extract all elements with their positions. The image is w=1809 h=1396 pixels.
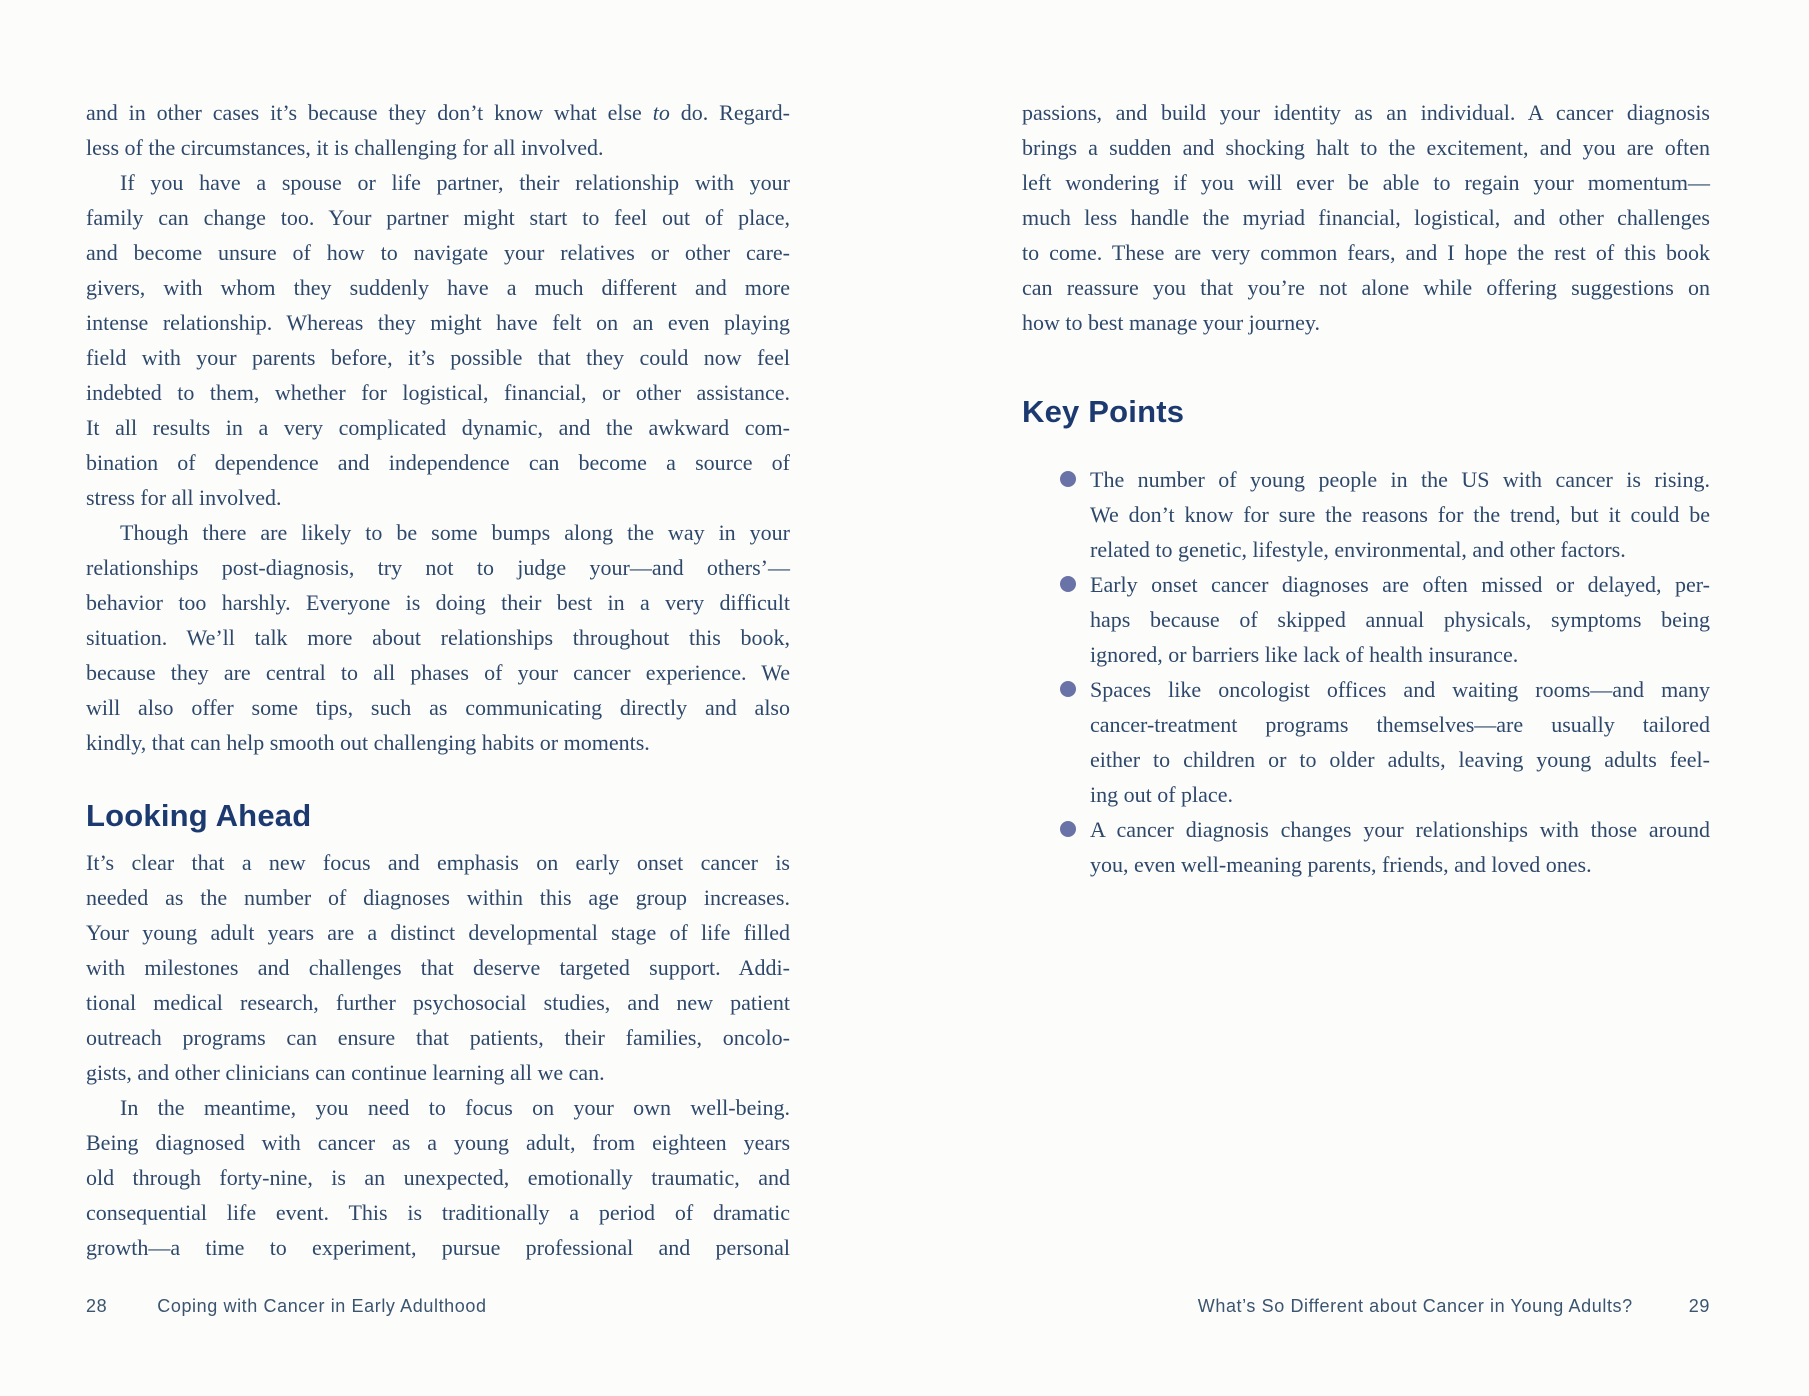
- body-line: either to children or to older adults, leaving young adults feel-: [1090, 747, 1710, 772]
- body-line: In the meantime, you need to focus on your own well-being.: [120, 1095, 790, 1120]
- body-line: Being diagnosed with cancer as a young adult, from eighteen years: [86, 1130, 790, 1155]
- key-point-text: [1090, 672, 1710, 812]
- body-line: bination of dependence and independence can become a source of: [86, 450, 790, 475]
- body-line: The number of young people in the US with cancer is rising.: [1090, 467, 1710, 492]
- body-line: growth—a time to experiment, pursue professional and personal: [86, 1235, 790, 1260]
- section-heading-looking-ahead: Looking Ahead: [86, 798, 312, 833]
- body-line: passions, and build your identity as an individual. A cancer diagnosis: [1022, 100, 1710, 125]
- page-number-left: 28: [86, 1296, 108, 1316]
- body-line: Your young adult years are a distinct developmental stage of life filled: [86, 920, 790, 945]
- body-line: to come. These are very common fears, and I hope the rest of this book: [1022, 240, 1710, 265]
- body-line: A cancer diagnosis changes your relationships with those around: [1090, 817, 1710, 842]
- left-body-text-upper: [86, 95, 790, 760]
- body-line: behavior too harshly. Everyone is doing their best in a very difficult: [86, 590, 790, 615]
- left-body-text-lower: [86, 845, 790, 1265]
- body-line: and become unsure of how to navigate your relatives or other care-: [86, 240, 790, 265]
- bullet-dot-icon: [1060, 576, 1076, 592]
- body-line: ing out of place.: [1090, 782, 1233, 807]
- body-line: needed as the number of diagnoses within this age group increases.: [86, 885, 790, 910]
- page-number-right: 29: [1688, 1296, 1710, 1316]
- body-line: stress for all involved.: [86, 485, 282, 510]
- body-line: Spaces like oncologist offices and waiting rooms—and many: [1090, 677, 1710, 702]
- key-point-item: [1022, 812, 1710, 882]
- body-line: can reassure you that you’re not alone while offering suggestions on: [1022, 275, 1710, 300]
- body-line: left wondering if you will ever be able to regain your momentum—: [1022, 170, 1710, 195]
- key-points-list: [1022, 462, 1710, 882]
- body-line: cancer-treatment programs themselves—are usually tailored: [1090, 712, 1710, 737]
- body-line: family can change too. Your partner might start to feel out of place,: [86, 205, 790, 230]
- key-point-text: [1090, 812, 1710, 882]
- left-running-footer: [86, 1293, 790, 1319]
- bullet-dot-icon: [1060, 821, 1076, 837]
- body-line: and in other cases it’s because they don’t know what else to do. Regard-: [86, 100, 791, 125]
- body-line: givers, with whom they suddenly have a much different and more: [86, 275, 790, 300]
- key-point-item: [1022, 567, 1710, 672]
- body-line: will also offer some tips, such as communicating directly and also: [86, 695, 790, 720]
- body-line: because they are central to all phases of your cancer experience. We: [86, 660, 790, 685]
- key-point-text: [1090, 567, 1710, 672]
- body-line: situation. We’ll talk more about relationships throughout this book,: [86, 625, 790, 650]
- body-line: haps because of skipped annual physicals, symptoms being: [1090, 607, 1710, 632]
- body-line: field with your parents before, it’s possible that they could now feel: [86, 345, 790, 370]
- body-line: much less handle the myriad financial, logistical, and other challenges: [1022, 205, 1710, 230]
- body-line: relationships post-diagnosis, try not to judge your—and others’—: [86, 555, 790, 580]
- body-line: old through forty-nine, is an unexpected, emotionally traumatic, and: [86, 1165, 790, 1190]
- body-line: with milestones and challenges that deserve targeted support. Addi-: [86, 955, 790, 980]
- body-line: If you have a spouse or life partner, their relationship with your: [120, 170, 790, 195]
- body-line: outreach programs can ensure that patients, their families, oncolo-: [86, 1025, 790, 1050]
- running-title-right: What’s So Different about Cancer in Young Adults?: [1197, 1296, 1633, 1316]
- right-running-footer: [1022, 1293, 1710, 1319]
- body-line: indebted to them, whether for logistical, financial, or other assistance.: [86, 380, 790, 405]
- body-line: Early onset cancer diagnoses are often missed or delayed, per-: [1090, 572, 1710, 597]
- right-body-text-upper: [1022, 95, 1710, 340]
- body-line: brings a sudden and shocking halt to the excitement, and you are often: [1022, 135, 1710, 160]
- body-line: We don’t know for sure the reasons for the trend, but it could be: [1090, 502, 1710, 527]
- bullet-dot-icon: [1060, 681, 1076, 697]
- key-point-text: [1090, 462, 1710, 567]
- running-title-left: Coping with Cancer in Early Adulthood: [157, 1296, 487, 1316]
- body-line: related to genetic, lifestyle, environmental, and other factors.: [1090, 537, 1626, 562]
- body-line: ignored, or barriers like lack of health insurance.: [1090, 642, 1519, 667]
- body-line: It’s clear that a new focus and emphasis on early onset cancer is: [86, 850, 790, 875]
- body-line: gists, and other clinicians can continue learning all we can.: [86, 1060, 605, 1085]
- body-line: Though there are likely to be some bumps along the way in your: [120, 520, 790, 545]
- body-line: consequential life event. This is traditionally a period of dramatic: [86, 1200, 790, 1225]
- body-line: intense relationship. Whereas they might have felt on an even playing: [86, 310, 790, 335]
- body-line: kindly, that can help smooth out challenging habits or moments.: [86, 730, 650, 755]
- body-line: It all results in a very complicated dynamic, and the awkward com-: [86, 415, 790, 440]
- section-heading-key-points: Key Points: [1022, 394, 1185, 429]
- body-line: tional medical research, further psychosocial studies, and new patient: [86, 990, 790, 1015]
- body-line: how to best manage your journey.: [1022, 310, 1320, 335]
- body-line: less of the circumstances, it is challenging for all involved.: [86, 135, 604, 160]
- body-line: you, even well-meaning parents, friends, and loved ones.: [1090, 852, 1592, 877]
- key-point-item: [1022, 672, 1710, 812]
- key-point-item: [1022, 462, 1710, 567]
- bullet-dot-icon: [1060, 471, 1076, 487]
